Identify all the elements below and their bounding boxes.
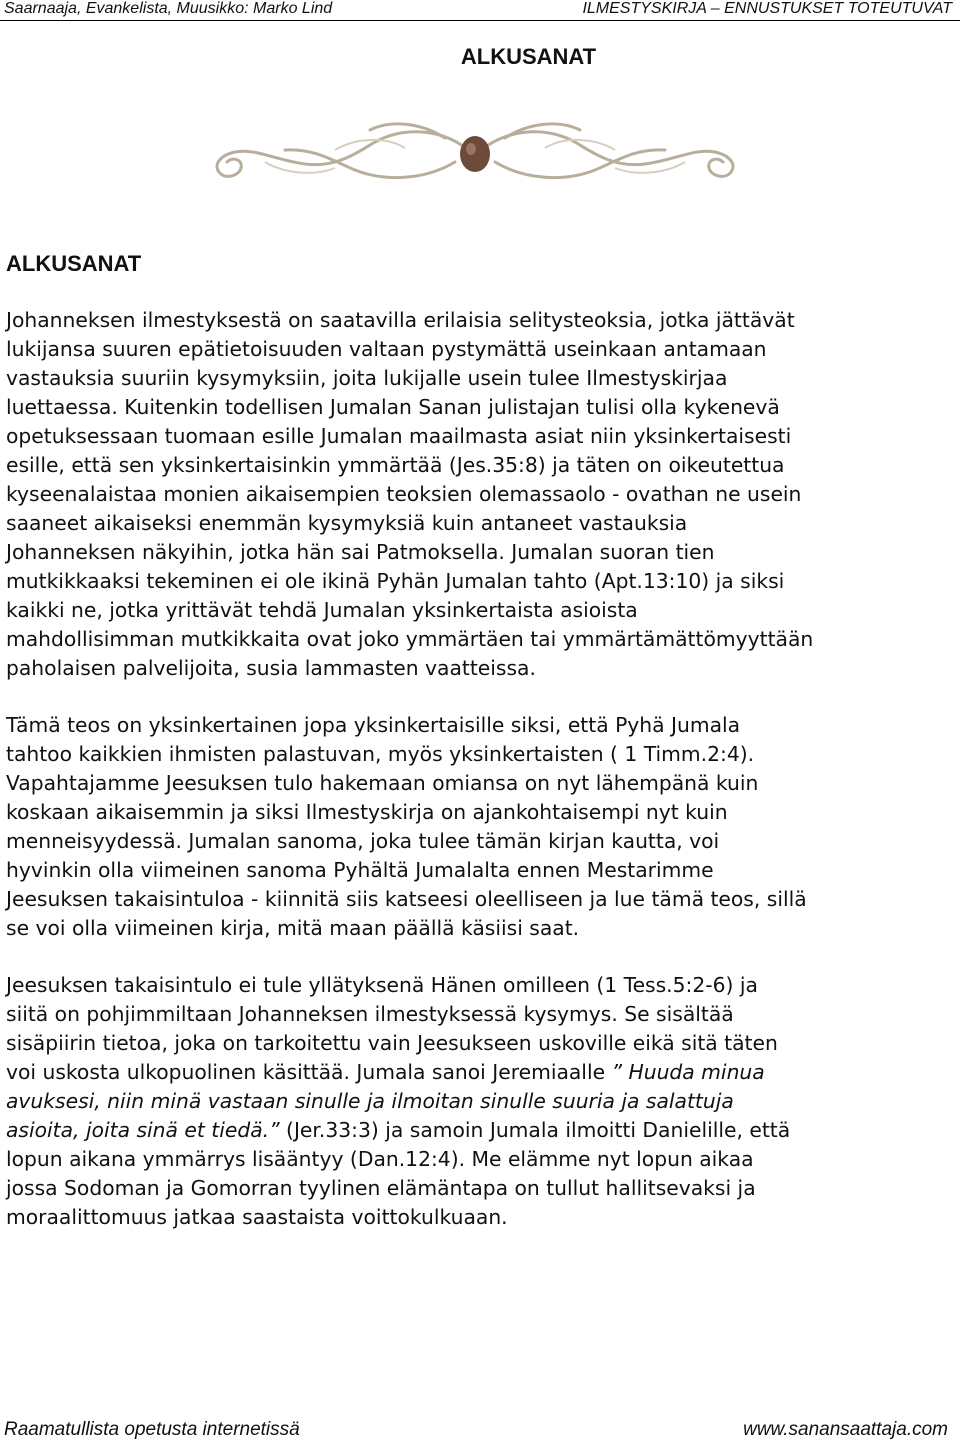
text-line: Johanneksen näkyihin, jotka hän sai Patmoksella. Jumalan suoran tien (6, 540, 715, 564)
ornamental-divider-icon (205, 118, 745, 190)
text-line: saaneet aikaiseksi enemmän kysymyksiä kuin antaneet vastauksia (6, 511, 688, 535)
text-line (6, 1058, 956, 1087)
text-line: kyseenalaistaa monien aikaisempien teoksien olemassaolo - ovathan ne usein (6, 482, 802, 506)
header-author: Saarnaaja, Evankelista, Muusikko: Marko Lind (4, 0, 333, 17)
text-line: paholaisen palvelijoita, susia lammasten vaatteissa. (6, 656, 536, 680)
text-line: luettaessa. Kuitenkin todellisen Jumalan Sanan julistajan tulisi olla kykenevä (6, 395, 780, 419)
text-line: hyvinkin olla viimeinen sanoma Pyhältä Jumalalta ennen Mestarimme (6, 858, 714, 882)
text-line (6, 1116, 956, 1145)
page-title: ALKUSANAT (460, 44, 597, 69)
footer-tagline: Raamatullista opetusta internetissä (4, 1419, 300, 1440)
text-line: lopun aikana ymmärrys lisääntyy (Dan.12:4). Me elämme nyt lopun aikaa (6, 1147, 754, 1171)
text-line: lukijansa suuren epätietoisuuden valtaan pystymättä useinkaan antamaan (6, 337, 767, 361)
footer-website-link[interactable]: www.sanansaattaja.com (743, 1419, 948, 1440)
scripture-quote: ” Huuda minua (611, 1060, 765, 1084)
running-header (0, 0, 960, 21)
text-line: Tämä teos on yksinkertainen jopa yksinkertaisille siksi, että Pyhä Jumala (6, 713, 741, 737)
text-line: kaikki ne, jotka yrittävät tehdä Jumalan yksinkertaista asioista (6, 598, 638, 622)
text-line: mahdollisimman mutkikkaita ovat joko ymmärtäen tai ymmärtämättömyyttään (6, 627, 814, 651)
text-line: menneisyydessä. Jumalan sanoma, joka tulee tämän kirjan kautta, voi (6, 829, 720, 853)
text-line: siitä on pohjimmiltaan Johanneksen ilmestyksessä kysymys. Se sisältää (6, 1002, 734, 1026)
text-line: se voi olla viimeinen kirja, mitä maan päällä käsiisi saat. (6, 916, 580, 940)
text-line: Johanneksen ilmestyksestä on saatavilla erilaisia selitysteoksia, jotka jättävät (6, 308, 795, 332)
paragraph-2 (6, 711, 956, 943)
text-line: esille, että sen yksinkertaisinkin ymmärtää (Jes.35:8) ja täten on oikeutettua (6, 453, 785, 477)
text-line: sisäpiirin tietoa, joka on tarkoitettu vain Jeesukseen uskoville eikä sitä täten (6, 1031, 778, 1055)
text-line: mutkikkaaksi tekeminen ei ole ikinä Pyhän Jumalan tahto (Apt.13:10) ja siksi (6, 569, 785, 593)
text-line: Jeesuksen takaisintuloa - kiinnitä siis katseesi oleelliseen ja lue tämä teos, sillä (6, 887, 807, 911)
text-line: koskaan aikaisemmin ja siksi Ilmestyskirja on ajankohtaisempi nyt kuin (6, 800, 728, 824)
text-line (6, 1087, 956, 1116)
text-line: moraalittomuus jatkaa saastaista voittokulkuaan. (6, 1205, 508, 1229)
text-line: Jeesuksen takaisintulo ei tule yllätyksenä Hänen omilleen (1 Tess.5:2-6) ja (6, 973, 758, 997)
header-book-title: ILMESTYSKIRJA – ENNUSTUKSET TOTEUTUVAT (582, 0, 952, 17)
scripture-quote: asioita, joita sinä et tiedä.” (6, 1118, 280, 1142)
text-line: Vapahtajamme Jeesuksen tulo hakemaan omiansa on nyt lähempänä kuin (6, 771, 759, 795)
text-line: vastauksia suuriin kysymyksiin, joita lukijalle usein tulee Ilmestyskirjaa (6, 366, 728, 390)
scripture-quote: avuksesi, niin minä vastaan sinulle ja ilmoitan sinulle suuria ja salattuja (6, 1089, 734, 1113)
text-run: voi uskosta ulkopuolinen käsittää. Jumala sanoi Jeremiaalle (6, 1060, 612, 1084)
document-body (6, 306, 956, 1260)
text-line: tahtoo kaikkien ihmisten palastuvan, myös yksinkertaisten ( 1 Timm.2:4). (6, 742, 755, 766)
section-heading: ALKUSANAT (6, 251, 142, 276)
text-run: (Jer.33:3) ja samoin Jumala ilmoitti Danielille, että (279, 1118, 791, 1142)
text-line: opetuksessaan tuomaan esille Jumalan maailmasta asiat niin yksinkertaisesti (6, 424, 792, 448)
text-line: jossa Sodoman ja Gomorran tyylinen elämäntapa on tullut hallitsevaksi ja (6, 1176, 756, 1200)
paragraph-3 (6, 971, 956, 1232)
running-footer (0, 1419, 960, 1444)
paragraph-1 (6, 306, 956, 683)
